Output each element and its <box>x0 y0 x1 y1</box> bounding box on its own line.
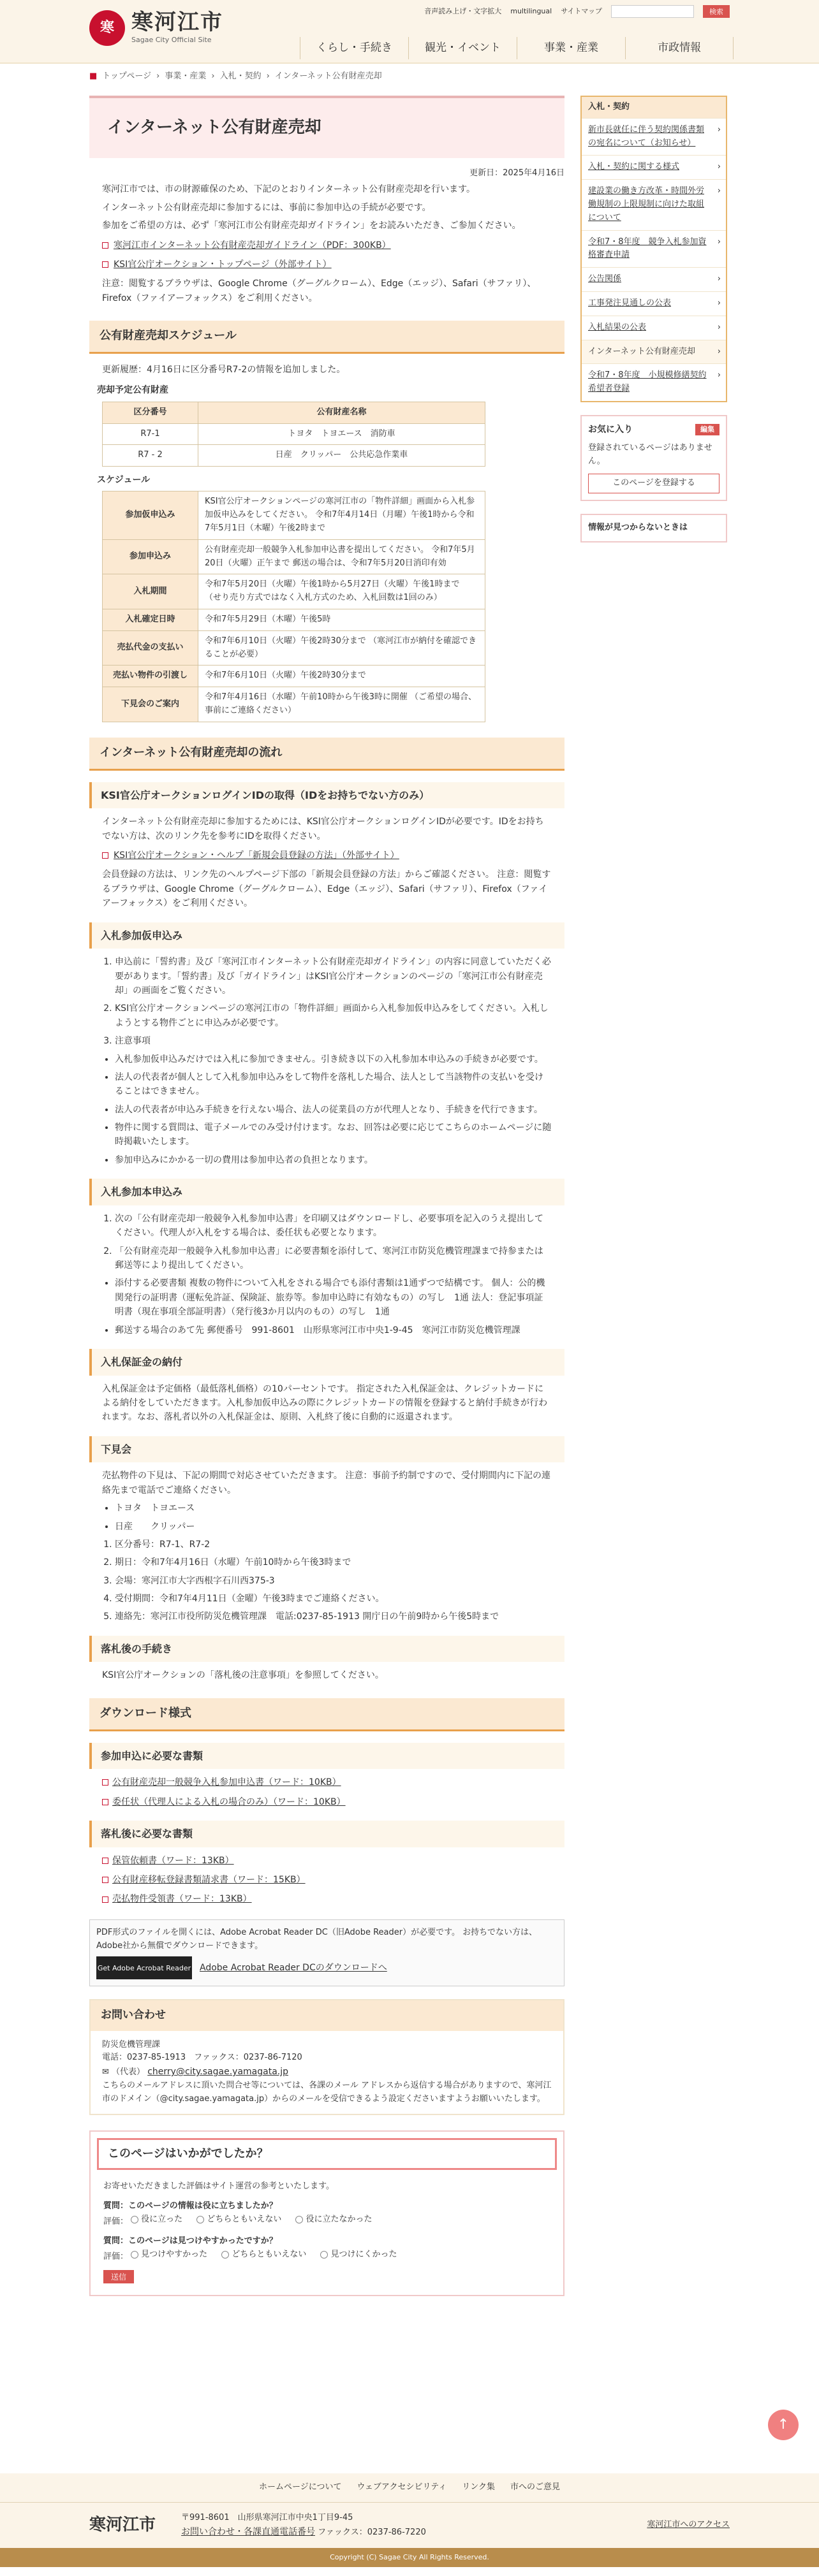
main-apply-steps <box>89 1212 552 1273</box>
site-subtitle: Sagae City Official Site <box>131 35 212 44</box>
sidebar-item[interactable]: 新市長就任に伴う契約関係書類の宛名について（お知らせ） › <box>582 118 726 156</box>
footer-link[interactable]: ウェブアクセシビリティ <box>357 2482 447 2492</box>
download-link[interactable]: 売払物件受領書（ワード：13KB） <box>112 1894 252 1905</box>
breadcrumb-separator: › <box>156 71 160 81</box>
not-found-link[interactable]: 情報が見つからないときは <box>580 514 727 542</box>
external-link-icon <box>102 261 108 268</box>
table-row <box>103 609 485 631</box>
q1-option[interactable]: どちらともいえない <box>196 2213 281 2227</box>
main-apply-heading: 入札参加本申込み <box>89 1179 564 1205</box>
pre-apply-notes <box>89 1052 552 1168</box>
pdf-reader-box <box>89 1919 564 1987</box>
list-item: • 物件に関する質問は、電子メールでのみ受け付けます。なお、回答は必要に応じてこちらのホームページに随時掲載いたします。 <box>115 1121 552 1149</box>
schedule-row-value: 令和7年5月29日（木曜）午後5時 <box>198 609 485 631</box>
pre-apply-steps <box>89 955 552 1048</box>
intro-line: 寒河江市では、市の財源確保のため、下記のとおりインターネット公有財産売却を行います。 <box>102 184 476 195</box>
footer-address: 〒991-8601 山形県寒河江市中央1丁目9-45 <box>181 2512 353 2522</box>
footer-links <box>0 2473 819 2503</box>
sidebar-item[interactable]: 公告関係 › <box>582 267 726 291</box>
survey-intro: お寄せいただきました評価はサイト運営の参考といたします。 <box>103 2181 335 2192</box>
contact-box <box>89 1999 564 2114</box>
survey-heading: このページはいかがでしたか？ <box>97 2138 557 2171</box>
list-item: • 法人の代表者が個人として入札参加申込みをして物件を落札した場合、法人として当該物件の支払いを受けることはできません。 <box>115 1070 552 1099</box>
schedule-row-value: 令和7年4月16日（水曜）午前10時から午後3時に開催 （ご希望の場合、事前にご連絡ください） <box>198 687 485 722</box>
item-name: トヨタ トヨエース 消防車 <box>198 423 485 445</box>
download-link[interactable]: 委任状（代理人による入札の場合のみ）（ワード：10KB） <box>112 1796 346 1807</box>
schedule-row-label: 入札期間 <box>103 574 198 609</box>
list-item: • 法人の代表者が申込み手続きを行えない場合、法人の従業員の方が代理人となり、手続きを代行できます。 <box>115 1103 552 1117</box>
nav-living[interactable]: くらし・手続き <box>300 37 408 59</box>
util-sitemap-link[interactable]: サイトマップ <box>561 7 602 16</box>
list-item: 5. 連絡先：寒河江市役所防災危機管理課 電話:0237-85-1913 開庁日の午前9時から午後5時まで <box>115 1610 552 1624</box>
browser-note: 注意：閲覧するブラウザは、Google Chrome（グーグルクローム）、Edge（エッジ）、Safari（サファリ）、Firefox（ファイアーフォックス）をご利用ください。 <box>102 279 536 303</box>
list-item: • 参加申込みにかかる一切の費用は参加申込者の負担となります。 <box>115 1153 552 1167</box>
list-item: 4. 受付期間：令和7年4月11日（金曜）午後3時までご連絡ください。 <box>115 1592 552 1606</box>
table-row <box>103 491 485 539</box>
schedule-row-value: 令和7年6月10日（火曜）午後2時30分まで <box>198 666 485 687</box>
nav-tourism[interactable]: 観光・イベント <box>408 37 517 59</box>
footer-link[interactable]: ホームページについて <box>258 2482 342 2492</box>
mail-label: （代表） <box>112 2067 145 2078</box>
copyright: Copyright (C) Sagae City All Rights Reserved. <box>0 2548 819 2567</box>
ksi-top-link[interactable]: KSI官公庁オークション・トップページ（外部サイト） <box>114 259 332 270</box>
list-item: 2. 「公有財産売却一般競争入札参加申込書」に必要書類を添付して、寒河江市防災危機管理課まで持参または郵送等により提出してください。 <box>115 1244 552 1273</box>
search-input[interactable] <box>611 5 694 18</box>
list-item: 1. 区分番号：R7-1、R7-2 <box>115 1538 552 1552</box>
schedule-row-label: 下見会のご案内 <box>103 687 198 722</box>
items-title: 売却予定公有財産 <box>97 385 168 396</box>
contact-heading: お問い合わせ <box>91 2000 563 2030</box>
util-multilingual-link[interactable]: multilingual <box>510 7 552 16</box>
acrobat-badge[interactable]: Get Adobe Acrobat Reader <box>96 1956 192 1979</box>
favorites-title: お気に入り <box>588 424 633 435</box>
list-item: 1. 次の「公有財産売却一般競争入札参加申込書」を印刷又はダウンロードし、必要事項を記入のうえ提出してください。代理人が入札をする場合は、委任状も必要となります。 <box>115 1212 552 1241</box>
schedule-row-label: 売払い物件の引渡し <box>103 666 198 687</box>
table-row <box>103 666 485 687</box>
favorites-edit-button[interactable]: 編集 <box>695 424 719 435</box>
table-row <box>103 423 485 445</box>
site-header <box>0 0 819 64</box>
sidebar-item[interactable]: 令和7・8年度 小規模修繕契約希望者登録 › <box>582 363 726 401</box>
back-to-top-button[interactable]: ↑ <box>768 2410 799 2440</box>
footer-logo[interactable]: 寒河江市 <box>89 2515 156 2535</box>
apply-docs-heading: 参加申込に必要な書類 <box>89 1743 564 1770</box>
footer-fax: ファックス：0237-86-7220 <box>318 2527 426 2537</box>
list-item: • 入札参加仮申込みだけでは入札に参加できません。引き続き以下の入札参加本申込みの手続きが必要です。 <box>115 1052 552 1066</box>
favorites-empty-text: 登録されているページはありません。 <box>588 443 712 467</box>
word-file-icon <box>102 1896 108 1903</box>
breadcrumb-separator: › <box>266 71 270 81</box>
download-link[interactable]: 保管依頼書（ワード：13KB） <box>112 1855 234 1866</box>
flow-heading: インターネット公有財産売却の流れ <box>89 738 564 771</box>
list-item: 3. 注意事項 <box>115 1034 552 1048</box>
site-title: 寒河江市 <box>131 9 223 35</box>
rating-label: 評価： <box>103 2252 129 2262</box>
download-link[interactable]: 公有財産移転登録書類請求書（ワード：15KB） <box>112 1874 306 1885</box>
sidebar <box>580 96 727 542</box>
items-header: 区分番号 <box>103 402 198 423</box>
contact-note: こちらのメールアドレスに頂いた問合せ等については、各課のメール アドレスから返信する場合がありますので、寒河江市のドメイン（@city.sagae.yamagata.jp）からのメールを受信できるよう設定くださいますようお願いいたします。 <box>102 2080 552 2104</box>
list-item: 1. 申込前に「誓約書」及び「寒河江市インターネット公有財産売却ガイドライン」の内容に同意していただく必要があります。「誓約書」及び「ガイドライン」はKSI官公庁オークションのページの「寒河江市公有財産売却」の画面をご覧ください。 <box>115 955 552 998</box>
add-favorite-button[interactable]: このページを登録する <box>588 474 719 493</box>
table-row <box>103 539 485 574</box>
sidebar-item[interactable]: 入札結果の公表 › <box>582 316 726 340</box>
schedule-row-label: 売払代金の支払い <box>103 630 198 666</box>
list-item: 2. KSI官公庁オークションページの寒河江市の「物件詳細」画面から入札参加仮申込みをしてください。入札しようとする物件ごとに申込みが必要です。 <box>115 1001 552 1030</box>
items-header: 公有財産名称 <box>198 402 485 423</box>
sidebar-heading: 入札・契約 <box>582 97 726 118</box>
sidebar-item[interactable]: 工事発注見通しの公表 › <box>582 291 726 316</box>
footer-link[interactable]: 市へのご意見 <box>510 2482 561 2492</box>
survey-question: 質問：このページの情報は役に立ちましたか？ <box>103 2201 277 2211</box>
schedule-row-value: 公有財産売却一般競争入札参加申込書を提出してください。 令和7年5月20日（火曜）正午まで 郵送の場合は、令和7年5月20日消印有効 <box>198 539 485 574</box>
preview-items <box>89 1501 552 1534</box>
breadcrumb <box>89 70 382 84</box>
util-speech-link[interactable]: 音声読み上げ・文字拡大 <box>424 7 502 16</box>
pre-apply-heading: 入札参加仮申込み <box>89 922 564 949</box>
q2-option[interactable]: 見つけにくかった <box>320 2248 397 2262</box>
updated-date: 更新日：2025年4月16日 <box>469 168 564 178</box>
q1-option[interactable]: 役に立った <box>131 2213 182 2227</box>
survey-question: 質問：このページは見つけやすかったですか？ <box>103 2236 277 2246</box>
ksi-help-link[interactable]: KSI官公庁オークション・ヘルプ「新規会員登録の方法」（外部サイト） <box>114 850 399 861</box>
utility-nav <box>424 5 730 18</box>
login-note: 会員登録の方法は、リンク先のヘルプページ下部の「新規会員登録の方法」からご確認ください。 注意：閲覧するブラウザは、Google Chrome（グーグルクローム）、Edge（エッジ）、Safari（サファリ）、Firefox（ファイアーフォックス）をご利用ください。 <box>102 870 551 909</box>
list-item: • 日産 クリッパー <box>115 1520 552 1534</box>
city-seal-icon: 寒 <box>89 10 125 46</box>
list-item: 2. 期日：令和7年4月16日（水曜）午前10時から午後3時まで <box>115 1555 552 1569</box>
intro-line: 参加をご希望の方は、必ず「寒河江市公有財産売却ガイドライン」をお読みいただき、ご参加ください。 <box>102 221 521 231</box>
breadcrumb-separator: › <box>211 71 215 81</box>
page-title: インターネット公有財産売却 <box>89 96 564 158</box>
pdf-icon <box>102 242 108 249</box>
search-button[interactable]: 検索 <box>703 5 730 18</box>
schedule-row-value: 令和7年6月10日（火曜）午後2時30分まで （寒河江市が納付を確認できることが必要） <box>198 630 485 666</box>
home-icon: ■ <box>89 71 98 81</box>
q2-option[interactable]: 見つけやすかった <box>131 2248 207 2262</box>
after-docs-heading: 落札後に必要な書類 <box>89 1821 564 1847</box>
apply-docs-list <box>89 1775 564 1809</box>
breadcrumb-current: インターネット公有財産売却 <box>274 71 382 81</box>
rating-label: 評価： <box>103 2216 129 2227</box>
list-item: 3. 会場：寒河江市大字西根字石川西375-3 <box>115 1574 552 1588</box>
list-item: • 郵送する場合のあて先 郵便番号 991-8601 山形県寒河江市中央1-9-45 寒河江市防災危機管理課 <box>115 1323 552 1337</box>
preview-text: 売払物件の下見は、下記の期間で対応させていただきます。 注意：事前予約制ですので、受付期間内に下記の連絡先まで電話でご連絡ください。 <box>102 1471 551 1495</box>
schedule-row-label: 入札確定日時 <box>103 609 198 631</box>
breadcrumb-bidding[interactable]: 入札・契約 <box>219 71 262 81</box>
login-heading: KSI官公庁オークションログインIDの取得（IDをお持ちでない方のみ） <box>89 782 564 809</box>
contact-dept: 防災危機管理課 <box>102 2039 161 2049</box>
item-id: R7 - 2 <box>103 445 198 467</box>
table-row <box>103 445 485 467</box>
sidebar-item-current[interactable]: インターネット公有財産売却 › <box>582 340 726 364</box>
sidebar-item[interactable]: 令和7・8年度 競争入札参加資格審査申請 › <box>582 230 726 268</box>
table-row <box>103 630 485 666</box>
pdf-note: PDF形式のファイルを開くには、Adobe Acrobat Reader DC（旧Adobe Reader）が必要です。 お持ちでない方は、Adobe社から無償でダウンロードできます。 <box>96 1927 538 1951</box>
guideline-pdf-link[interactable]: 寒河江市インターネット公有財産売却ガイドライン（PDF：300KB） <box>114 240 391 251</box>
main-content <box>89 96 564 2296</box>
table-row <box>103 574 485 609</box>
contact-tel: 電話：0237-85-1913 ファックス：0237-86-7120 <box>102 2053 302 2063</box>
deposit-text: 入札保証金は予定価格（最低落札価格）の10パーセントです。 指定された入札保証金は、クレジットカードによる納付をしていただきます。入札参加仮申込みの際にクレジットカードの情報を登録すると納付手続きが行われます。なお、落札者以外の入札保証金は、原則、入札終了後に自動的に返還されます。 <box>102 1383 548 1423</box>
word-file-icon <box>102 1858 108 1864</box>
survey-submit-button[interactable]: 送信 <box>103 2270 134 2283</box>
items-table <box>102 402 485 467</box>
nav-city-info[interactable]: 市政情報 <box>625 37 734 59</box>
schedule-row-value: 令和7年5月20日（火曜）午後1時から5月27日（火曜）午後1時まで （せり売り方式ではなく入札方式のため、入札回数は1回のみ） <box>198 574 485 609</box>
contact-mail-link[interactable]: cherry@city.sagae.yamagata.jp <box>147 2067 288 2078</box>
word-file-icon <box>102 1799 108 1805</box>
word-file-icon <box>102 1877 108 1883</box>
preview-heading: 下見会 <box>89 1436 564 1463</box>
nav-business[interactable]: 事業・産業 <box>517 37 625 59</box>
login-text: インターネット公有財産売却に参加するためには、KSI官公庁オークションログインIDが必要です。IDをお持ちでない方は、次のリンク先を参考にIDを取得ください。 <box>102 817 544 841</box>
schedule-heading: 公有財産売却スケジュール <box>89 321 564 354</box>
schedule-row-label: 参加仮申込み <box>103 491 198 539</box>
global-nav <box>300 37 734 59</box>
site-logo[interactable] <box>89 10 223 46</box>
footer-link[interactable]: リンク集 <box>462 2482 495 2492</box>
q1-option[interactable]: 役に立たなかった <box>295 2213 372 2227</box>
schedule-table <box>102 491 485 722</box>
favorites-box <box>580 415 727 501</box>
word-file-icon <box>102 1779 108 1786</box>
item-id: R7-1 <box>103 423 198 445</box>
after-docs-list <box>89 1854 564 1907</box>
table-row <box>103 687 485 722</box>
download-link[interactable]: 公有財産売却一般競争入札参加申込書（ワード：10KB） <box>112 1777 341 1788</box>
item-name: 日産 クリッパー 公共応急作業車 <box>198 445 485 467</box>
mail-icon: ✉ <box>102 2067 109 2078</box>
main-apply-notes <box>89 1276 552 1337</box>
after-heading: 落札後の手続き <box>89 1636 564 1663</box>
schedule-update-note: 更新履歴：4月16日に区分番号R7-2の情報を追加しました。 <box>102 364 346 375</box>
external-link-icon <box>102 852 108 859</box>
sidebar-item[interactable]: 建設業の働き方改革・時間外労働規制の上限規制に向けた取組について › <box>582 179 726 229</box>
deposit-heading: 入札保証金の納付 <box>89 1349 564 1376</box>
preview-details <box>89 1538 552 1624</box>
list-item: • 添付する必要書類 複数の物件について入札をされる場合でも添付書類は1通ずつで結構です。 個人：公的機関発行の証明書（運転免許証、保険証、旅券等。参加申込時に有効なもの）の写し 1通 法人：登記事項証明書（現在事項全部証明書）（発行後3か月以内のもの）の写し 1通 <box>115 1276 552 1319</box>
site-footer <box>0 2473 819 2576</box>
footer-access-link[interactable]: 寒河江市へのアクセス <box>647 2520 730 2530</box>
schedule-row-label: 参加申込み <box>103 539 198 574</box>
q2-option[interactable]: どちらともいえない <box>221 2248 306 2262</box>
intro-line: インターネット公有財産売却に参加するには、事前に参加申込の手続が必要です。 <box>102 202 431 213</box>
sidebar-menu <box>580 96 727 402</box>
breadcrumb-home[interactable]: トップページ <box>102 71 152 81</box>
acrobat-download-link[interactable]: Adobe Acrobat Reader DCのダウンロードへ <box>200 1963 387 1974</box>
schedule-row-value: KSI官公庁オークションページの寒河江市の「物件詳細」画面から入札参加仮申込みをしてください。 令和7年4月14日（月曜）午後1時から令和7年5月1日（木曜）午後2時まで <box>198 491 485 539</box>
footer-inquiry-link[interactable]: お問い合わせ・各課直通電話番号 <box>181 2526 316 2537</box>
sidebar-item[interactable]: 入札・契約に関する様式 › <box>582 155 726 179</box>
list-item: • トヨタ トヨエース <box>115 1501 552 1515</box>
downloads-heading: ダウンロード様式 <box>89 1698 564 1731</box>
breadcrumb-business[interactable]: 事業・産業 <box>165 71 207 81</box>
survey-box <box>89 2130 564 2296</box>
after-text: KSI官公庁オークションの「落札後の注意事項」を参照してください。 <box>102 1670 384 1681</box>
schedule-title: スケジュール <box>97 475 151 486</box>
